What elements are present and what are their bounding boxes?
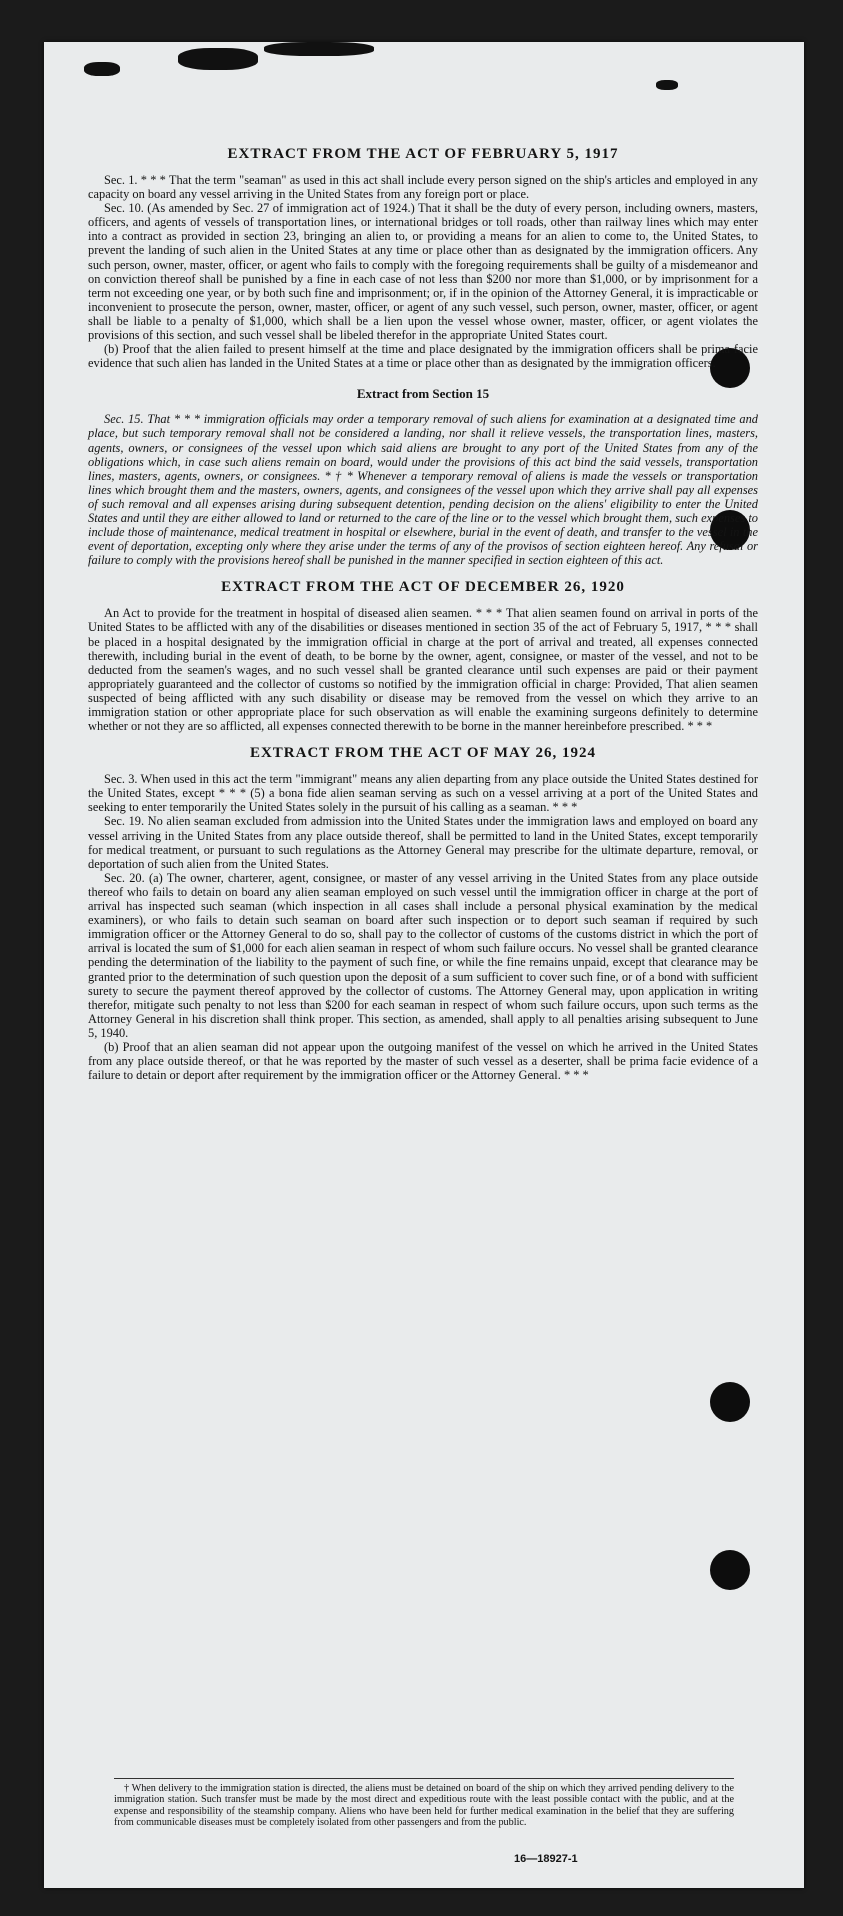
document-page <box>44 42 804 1888</box>
section-20-text: Sec. 20. (a) The owner, charterer, agent, consignee, or master of any vessel arriving in the United States from any place outside thereof who fails to detain on board any alien seaman employed on such vessel until the immigration officer in charge at the port of arrival has inspected such seaman (which inspection in all cases shall include a personal physical examination by the medical examiners), or who fails to detain such seaman on board after such inspection or to deport such seaman if required by such immigration officer or the Attorney General to do so, shall pay to the collector of customs of the customs district in which the port of arrival is located the sum of $1,000 for each alien seaman in respect of whom such failure occurs. No vessel shall be granted clearance pending the determination of the liability to the payment of such fine, or while the fine remains unpaid, except that clearance may be granted prior to the determination of such question upon the deposit of a sum sufficient to cover such fine, or of a bond with sufficient surety to secure the payment thereof approved by the collector of customs. The Attorney General may, upon application in writing therefor, mitigate such penalty to not less than $200 for each seaman in respect of whom such failure occurs, upon such terms as the Attorney General in his discretion shall think proper. This section, as amended, shall apply to all penalties arising subsequent to June 5, 1940. <box>88 870 758 1040</box>
scan-smudge <box>84 62 120 76</box>
heading-section-15: Extract from Section 15 <box>356 386 490 402</box>
section-19-text: Sec. 19. No alien seaman excluded from admission into the United States under the immigration laws and employed on board any vessel arriving in the United States from any place outside thereof, shall be permitted to land in the United States, except temporarily for medical treatment, or pursuant to such regulations as the Attorney General may prescribe for the ultimate departure, removal, or deportation of such alien from the United States. <box>88 814 758 871</box>
scan-smudge <box>656 80 678 90</box>
scan-smudge <box>264 42 374 56</box>
section-20b-text: (b) Proof that an alien seaman did not appear upon the outgoing manifest of the vessel on which he arrived in the United States from any place outside thereof, or that he was reported by the master of such vessel as a deserter, shall be prima facie evidence of a failure to detain or deport after requirement by the immigration officer or the Attorney General. * * * <box>88 1039 758 1083</box>
punch-hole <box>710 1382 750 1422</box>
section-1-text: Sec. 1. * * * That the term "seaman" as used in this act shall include every person signed on the ship's articles and employed in any capacity on board any vessel arriving in the United States from any foreign port or place. <box>88 173 758 202</box>
document-body <box>88 146 758 1082</box>
footnote-text: † When delivery to the immigration station is directed, the aliens must be detained on board of the ship on which they arrived pending delivery to the immigration station. Such transfer must be made by the most direct and expeditious route with the least possible contact with the public, and at the expense and responsibility of the steamship company. Aliens who have been held for further medical examination in the belief that they are suffering from communicable diseases must be completely isolated from other passengers and from the public. <box>114 1783 734 1829</box>
section-3-text: Sec. 3. When used in this act the term "immigrant" means any alien departing from any place outside the United States destined for the United States, except * * * (5) a bona fide alien seaman serving as such on a vessel arriving at a port of the United States and seeking to enter temporarily the United States solely in the pursuit of his calling as a seaman. * * * <box>88 772 758 815</box>
heading-act-1924: EXTRACT FROM THE ACT OF MAY 26, 1924 <box>249 745 597 762</box>
heading-act-1917: EXTRACT FROM THE ACT OF FEBRUARY 5, 1917 <box>227 146 619 162</box>
section-15-text: Sec. 15. That * * * immigration officials may order a temporary removal of such aliens for examination at a designated time and place, but such temporary removal shall not be considered a landing, nor shall it relieve vessels, the transportation lines, masters, agents, owners, or consignees of the vessel upon which said aliens are brought to any port of the United States from any of the obligations which, in case such aliens remain on board, would under the provisions of this act bind the said vessels, transportation lines, masters, agents, owners, or consignees. * † * Whenever a temporary removal of aliens is made the vessels or transportation lines which brought them and the masters, owners, agents, and consignees of the vessel upon which they arrive shall pay all expenses of such removal and all expenses arising during subsequent detention, pending decision on the aliens' eligibility to enter the United States and until they are either allowed to land or returned to the care of the line or to the vessel which brought them, such expenses to include those of maintenance, medical treatment in hospital or elsewhere, burial in the event of death, and transfer to the vessel in the event of deportation, excepting only where they arise under the terms of any of the provisos of section eighteen hereof. Any refusal or failure to comply with the provisions hereof shall be punished in the manner specified in section eighteen of this act. <box>88 412 758 568</box>
act-1920-text: An Act to provide for the treatment in hospital of diseased alien seamen. * * * That alien seamen found on arrival in ports of the United States to be afflicted with any of the disabilities or diseases mentioned in section 35 of the act of February 5, 1917, * * * shall be placed in a hospital designated by the immigration official in charge at the port of arrival and treated, all expenses connected therewith, including burial in the event of death, to be borne by the owner, agent, consignee, or master of the vessel, and not to be deducted from the seamen's wages, and no such vessel shall be granted clearance until such expenses are paid or their payment appropriately guaranteed and the collector of customs so notified by the immigration official in charge: Provided, That alien seamen suspected of being afflicted with any such disability or disease may be removed from the vessel on which they arrive to an immigration station or other appropriate place for such observation as will enable the examining surgeons definitely to determine whether or not they are so afflicted, all expenses connected therewith to be borne in the manner hereinbefore prescribed. * * * <box>88 606 758 734</box>
footnote <box>114 1778 734 1829</box>
heading-act-1920: EXTRACT FROM THE ACT OF DECEMBER 26, 1920 <box>221 579 625 596</box>
section-10-text: Sec. 10. (As amended by Sec. 27 of immigration act of 1924.) That it shall be the duty of every person, including owners, masters, officers, and agents of vessels of transportation lines, or international bridges or toll roads, other than railway lines which may enter into a contract as provided in section 23, bringing an alien to, or providing a means for an alien to come to, the United States, to prevent the landing of such alien in the United States at any time or place other than as designated by the immigration officers. Any such person, owner, master, officer, or agent who fails to comply with the foregoing requirements shall be guilty of a misdemeanor and on conviction thereof shall be punished by a fine in each case of not less than $200 nor more than $1,000, or by imprisonment for a term not exceeding one year, or by both such fine and imprisonment; or, if in the opinion of the Attorney General, it is impracticable or inconvenient to prosecute the person, owner, master, officer, or agent of any such vessel, such person, owner, master, officer, or agent shall be liable to a penalty of $1,000, which shall be a lien upon the vessel whose owner, master, officer, or agent violates the provisions of this section, and such vessel shall be libeled therefor in the appropriate United States court. <box>88 201 758 343</box>
section-10b-text: (b) Proof that the alien failed to present himself at the time and place designated by the immigration officers shall be prima facie evidence that such alien has landed in the United States at a time or place other than as designated by the immigration officers. <box>88 342 758 371</box>
scan-smudge <box>178 48 258 70</box>
form-number: 16—18927-1 <box>514 1853 578 1865</box>
punch-hole <box>710 1550 750 1590</box>
